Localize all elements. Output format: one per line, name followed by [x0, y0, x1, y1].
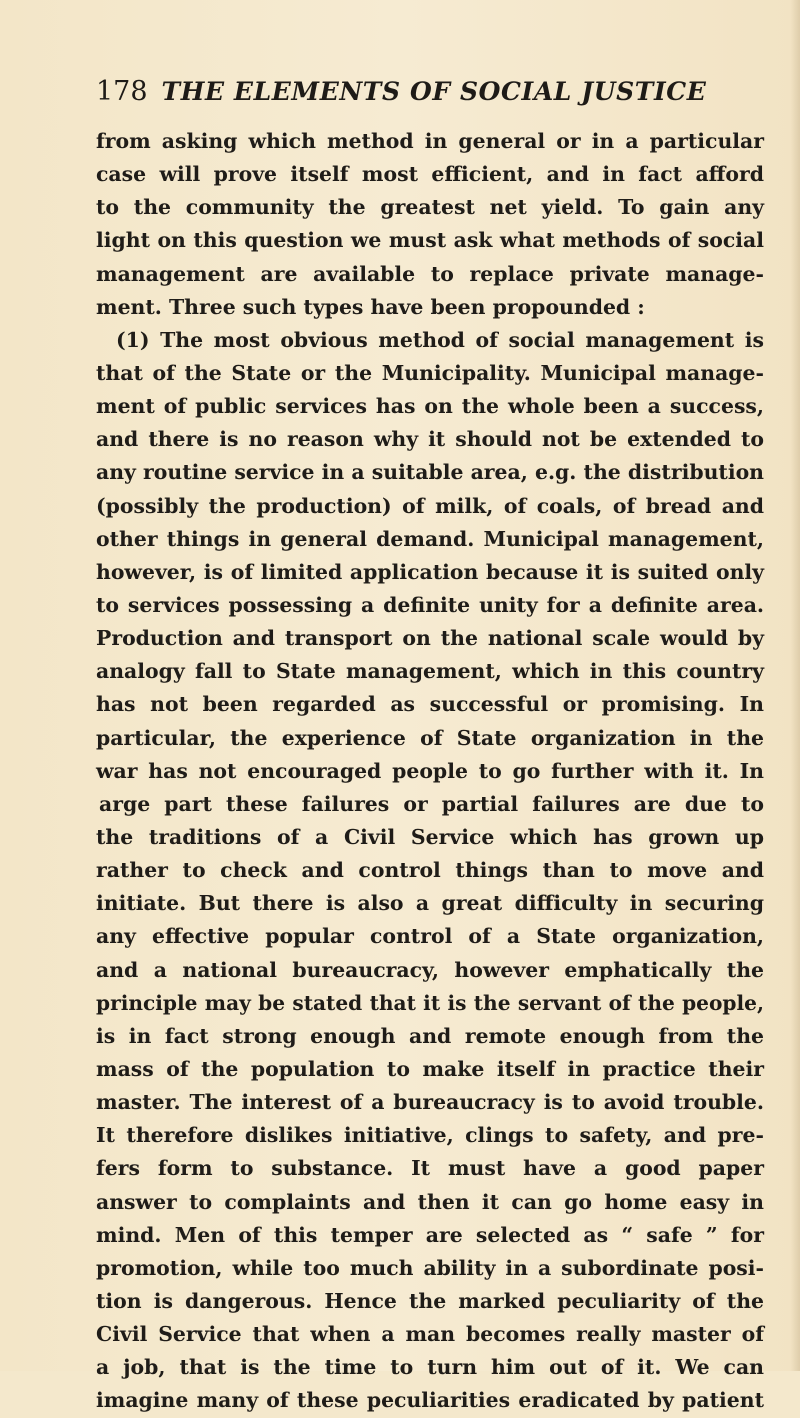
text-line: Production and transport on the national scale would by: [96, 626, 764, 651]
text-line: is in fact strong enough and remote enough from the: [96, 1023, 764, 1048]
text-line: case will prove itself most efficient, and in fact afford: [96, 162, 764, 187]
text-line: fers form to substance. It must have a good paper: [96, 1156, 764, 1181]
text-line: light on this question we must ask what methods of social: [96, 228, 764, 253]
text-line: ment. Three such types have been propounded :: [96, 294, 645, 319]
running-title: THE ELEMENTS OF SOCIAL JUSTICE: [161, 77, 707, 106]
text-line: to services possessing a definite unity for a definite area.: [96, 592, 764, 617]
text-line: and there is no reason why it should not be extended to: [96, 427, 764, 452]
text-line: management are available to replace private manage-: [96, 261, 764, 286]
text-line: has not been regarded as successful or promising. In: [96, 692, 764, 717]
text-line: that of the State or the Municipality. Municipal manage-: [96, 360, 764, 385]
page-edge-shadow: [790, 0, 800, 1371]
text-line: master. The interest of a bureaucracy is to avoid trouble.: [96, 1090, 764, 1115]
text-line: (possibly the production) of milk, of coals, of bread and: [96, 493, 764, 518]
text-line: mass of the population to make itself in practice their: [96, 1056, 764, 1081]
text-line: answer to complaints and then it can go home easy in: [96, 1189, 764, 1214]
text-line: any effective popular control of a State organization,: [96, 924, 764, 949]
text-line: tion is dangerous. Hence the marked peculiarity of the: [96, 1288, 764, 1313]
text-line: promotion, while too much ability in a subordinate posi-: [96, 1255, 764, 1280]
text-line: It therefore dislikes initiative, clings to safety, and pre-: [96, 1123, 764, 1148]
paragraph-start-line: (1) The most obvious method of social management is: [116, 327, 764, 352]
text-line: initiate. But there is also a great difficulty in securing: [96, 891, 764, 916]
text-line: particular, the experience of State organization in the: [96, 725, 764, 750]
text-line: mind. Men of this temper are selected as “ safe ” for: [96, 1222, 764, 1247]
text-line: from asking which method in general or in a particular: [96, 129, 764, 153]
body-text: [96, 125, 764, 1417]
text-line: any routine service in a suitable area, e.g. the distribution: [96, 460, 764, 485]
text-line: and a national bureaucracy, however emphatically the: [96, 957, 764, 982]
text-line: war has not encouraged people to go further with it. In: [96, 758, 764, 783]
page-number: 178: [96, 76, 148, 107]
text-line: to the community the greatest net yield. To gain any: [96, 195, 764, 220]
running-header: [96, 76, 736, 116]
text-line: a job, that is the time to turn him out of it. We can: [96, 1355, 764, 1380]
text-line: the traditions of a Civil Service which has grown up: [96, 824, 764, 849]
text-line: arge part these failures or partial failures are due to: [99, 791, 764, 816]
text-line: imagine many of these peculiarities eradicated by patient: [96, 1388, 764, 1413]
text-line: Civil Service that when a man becomes really master of: [96, 1322, 764, 1347]
text-line: analogy fall to State management, which in this country: [96, 659, 764, 684]
text-line: ment of public services has on the whole been a success,: [96, 394, 764, 419]
text-line: principle may be stated that it is the servant of the people,: [96, 990, 764, 1015]
text-line: other things in general demand. Municipal management,: [96, 526, 764, 551]
text-line: rather to check and control things than to move and: [96, 858, 764, 883]
text-line: however, is of limited application because it is suited only: [96, 559, 764, 584]
